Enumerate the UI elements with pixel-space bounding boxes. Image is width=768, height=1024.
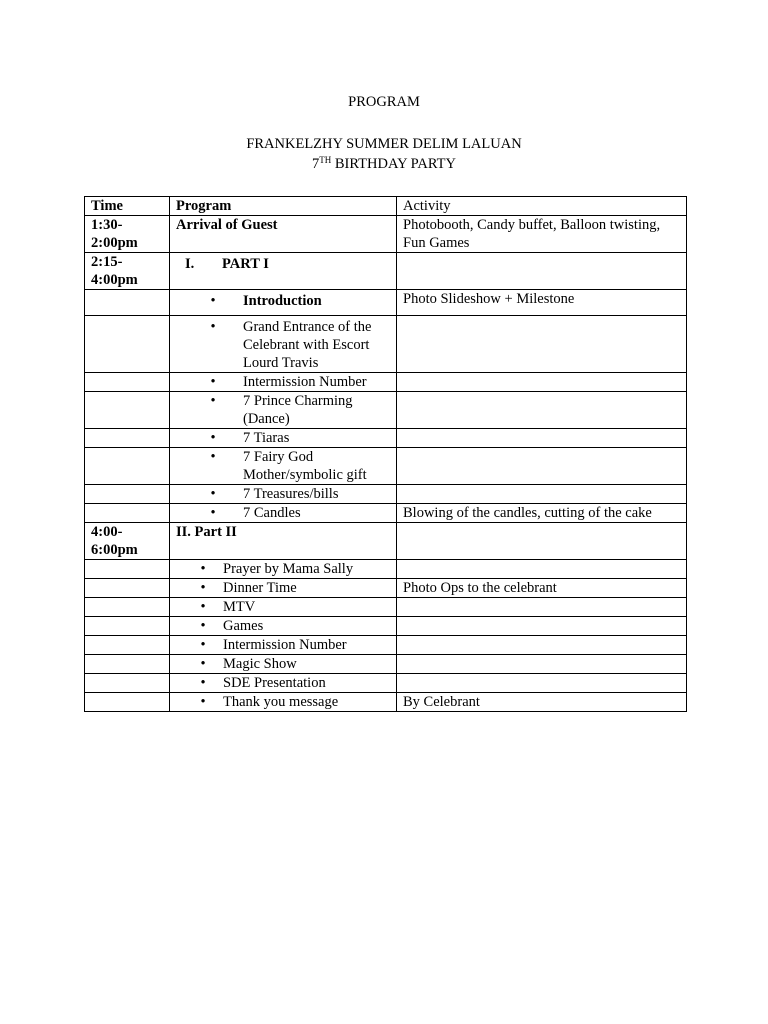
program-cell xyxy=(170,448,397,485)
program-cell: II. Part II xyxy=(170,523,397,560)
table-row xyxy=(85,579,687,598)
occasion-line xyxy=(0,155,768,173)
table-row xyxy=(85,429,687,448)
table-row xyxy=(85,392,687,429)
celebrant-name: FRANKELZHY SUMMER DELIM LALUAN xyxy=(246,136,522,152)
document-title: PROGRAM xyxy=(348,94,420,110)
program-cell xyxy=(170,693,397,712)
time-cell xyxy=(85,392,170,429)
table-header-row xyxy=(85,197,687,216)
bullet-icon: • xyxy=(210,449,216,465)
table-row xyxy=(85,693,687,712)
time-cell xyxy=(85,560,170,579)
bullet-icon: • xyxy=(210,393,216,409)
list-item xyxy=(176,485,390,503)
time-cell xyxy=(85,655,170,674)
time-cell xyxy=(85,674,170,693)
program-cell xyxy=(170,290,397,316)
item-label: Grand Entrance of the Celebrant with Escort Lourd Travis xyxy=(243,319,372,371)
time-cell xyxy=(85,290,170,316)
bullet-icon: • xyxy=(200,656,206,672)
program-cell xyxy=(170,674,397,693)
activity-cell xyxy=(397,253,687,290)
table-row xyxy=(85,485,687,504)
item-label: 7 Prince Charming (Dance) xyxy=(243,393,353,427)
section-label: PART I xyxy=(222,256,269,272)
activity-cell xyxy=(397,485,687,504)
time-cell xyxy=(85,598,170,617)
item-label: 7 Treasures/bills xyxy=(243,486,339,502)
table-row xyxy=(85,373,687,392)
table-row xyxy=(85,448,687,485)
table-row xyxy=(85,560,687,579)
activity-cell xyxy=(397,560,687,579)
table-row xyxy=(85,316,687,373)
time-cell: 4:00-6:00pm xyxy=(85,523,170,560)
occasion-ordinal: TH xyxy=(319,155,332,165)
program-cell xyxy=(170,485,397,504)
item-label: MTV xyxy=(223,599,256,615)
item-label: SDE Presentation xyxy=(223,675,326,691)
table-row xyxy=(85,674,687,693)
list-item xyxy=(176,560,390,578)
table-row xyxy=(85,636,687,655)
bullet-icon: • xyxy=(200,694,206,710)
section-numeral: I. xyxy=(185,256,195,272)
program-cell xyxy=(170,392,397,429)
header-program: Program xyxy=(170,197,397,216)
table-row xyxy=(85,655,687,674)
activity-cell: By Celebrant xyxy=(397,693,687,712)
list-item xyxy=(176,292,390,310)
activity-cell xyxy=(397,392,687,429)
occasion-number: 7 xyxy=(311,156,320,172)
program-cell xyxy=(170,253,397,290)
table-row xyxy=(85,598,687,617)
header-time: Time xyxy=(85,197,170,216)
program-cell xyxy=(170,636,397,655)
activity-cell: Photo Slideshow + Milestone xyxy=(397,290,687,316)
activity-cell xyxy=(397,655,687,674)
table-row xyxy=(85,617,687,636)
list-item xyxy=(176,318,390,372)
bullet-icon: • xyxy=(200,637,206,653)
list-item xyxy=(176,636,390,654)
bullet-icon: • xyxy=(200,675,206,691)
table-row xyxy=(85,253,687,290)
item-label: Prayer by Mama Sally xyxy=(223,561,354,577)
time-cell xyxy=(85,579,170,598)
section-heading xyxy=(176,255,390,273)
list-item xyxy=(176,429,390,447)
activity-cell xyxy=(397,674,687,693)
activity-cell xyxy=(397,523,687,560)
activity-cell: Blowing of the candles, cutting of the cake xyxy=(397,504,687,523)
program-cell xyxy=(170,598,397,617)
table-row xyxy=(85,504,687,523)
program-cell xyxy=(170,504,397,523)
time-cell xyxy=(85,429,170,448)
bullet-icon: • xyxy=(210,293,216,309)
list-item xyxy=(176,373,390,391)
program-table xyxy=(84,196,687,712)
activity-cell xyxy=(397,429,687,448)
item-label: Dinner Time xyxy=(223,580,297,596)
activity-cell: Photobooth, Candy buffet, Balloon twisting, Fun Games xyxy=(397,216,687,253)
time-cell xyxy=(85,448,170,485)
bullet-icon: • xyxy=(200,580,206,596)
program-cell xyxy=(170,316,397,373)
bullet-icon: • xyxy=(210,505,216,521)
occasion-text: BIRTHDAY PARTY xyxy=(334,156,456,172)
bullet-icon: • xyxy=(210,319,216,335)
item-label: Games xyxy=(223,618,264,634)
program-cell: Arrival of Guest xyxy=(170,216,397,253)
bullet-icon: • xyxy=(200,618,206,634)
list-item xyxy=(176,693,390,711)
item-label: Magic Show xyxy=(223,656,297,672)
item-label: Intermission Number xyxy=(243,374,367,390)
time-cell: 2:15-4:00pm xyxy=(85,253,170,290)
item-label: 7 Tiaras xyxy=(243,430,290,446)
table-row xyxy=(85,290,687,316)
time-cell: 1:30-2:00pm xyxy=(85,216,170,253)
activity-cell xyxy=(397,448,687,485)
time-cell xyxy=(85,316,170,373)
time-cell xyxy=(85,504,170,523)
activity-cell: Photo Ops to the celebrant xyxy=(397,579,687,598)
program-cell xyxy=(170,560,397,579)
program-cell xyxy=(170,579,397,598)
item-label: Introduction xyxy=(243,293,322,309)
time-cell xyxy=(85,485,170,504)
list-item xyxy=(176,448,390,484)
bullet-icon: • xyxy=(210,430,216,446)
program-cell xyxy=(170,373,397,392)
list-item xyxy=(176,504,390,522)
item-label: Intermission Number xyxy=(223,637,347,653)
bullet-icon: • xyxy=(200,561,206,577)
part1-items xyxy=(85,290,687,523)
item-label: 7 Fairy God Mother/symbolic gift xyxy=(243,449,367,483)
program-cell xyxy=(170,429,397,448)
program-cell xyxy=(170,617,397,636)
bullet-icon: • xyxy=(210,374,216,390)
item-label: Thank you message xyxy=(223,694,339,710)
activity-cell xyxy=(397,617,687,636)
activity-cell xyxy=(397,598,687,617)
header-activity: Activity xyxy=(397,197,687,216)
list-item xyxy=(176,655,390,673)
item-label: 7 Candles xyxy=(243,505,301,521)
program-cell xyxy=(170,655,397,674)
time-cell xyxy=(85,373,170,392)
table-row xyxy=(85,523,687,560)
activity-cell xyxy=(397,316,687,373)
time-cell xyxy=(85,693,170,712)
time-cell xyxy=(85,617,170,636)
part2-items xyxy=(85,560,687,712)
activity-cell xyxy=(397,373,687,392)
list-item xyxy=(176,598,390,616)
table-row xyxy=(85,216,687,253)
bullet-icon: • xyxy=(200,599,206,615)
list-item xyxy=(176,674,390,692)
list-item xyxy=(176,579,390,597)
list-item xyxy=(176,392,390,428)
time-cell xyxy=(85,636,170,655)
list-item xyxy=(176,617,390,635)
activity-cell xyxy=(397,636,687,655)
bullet-icon: • xyxy=(210,486,216,502)
